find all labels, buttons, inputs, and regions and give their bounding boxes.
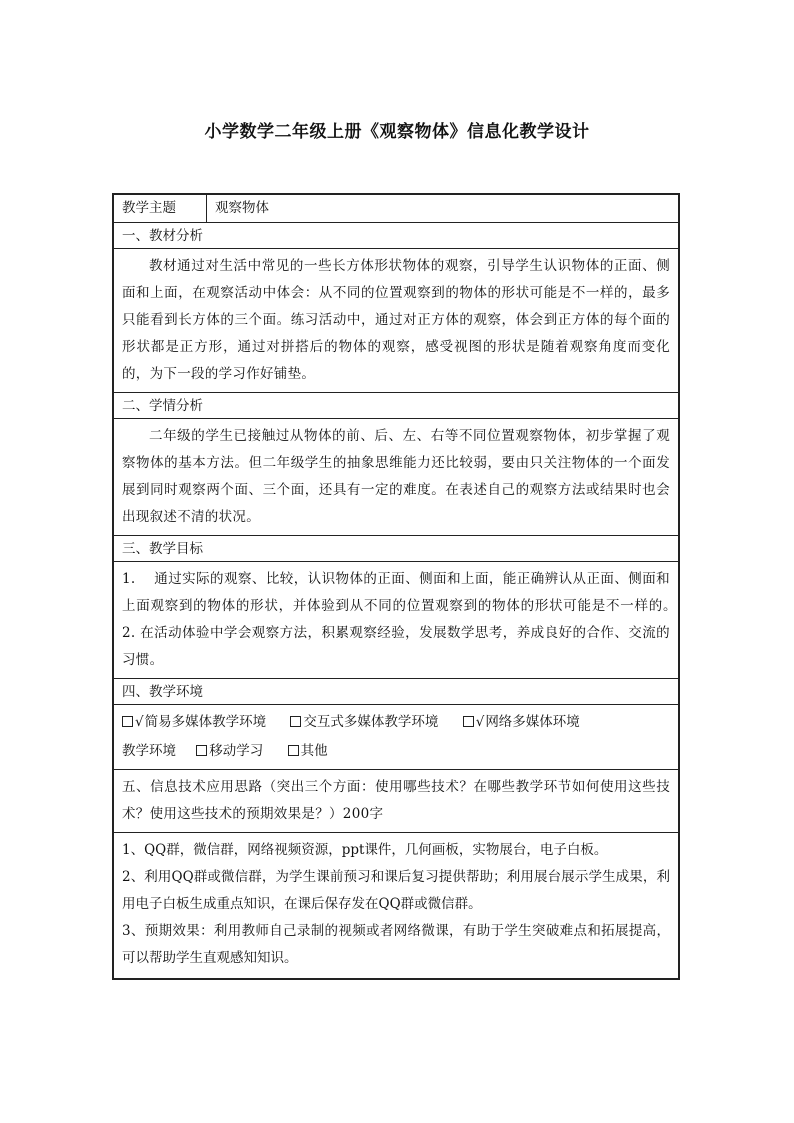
check-mark: √ <box>135 714 144 730</box>
checkbox-icon[interactable] <box>122 716 133 727</box>
tech-line: 1、QQ群，微信群，网络视频资源，ppt课件，几何画板，实物展台，电子白板。 <box>122 842 608 858</box>
env-option-label: 移动学习 <box>209 743 264 759</box>
student-analysis-text: 二年级的学生已接触过从物体的前、后、左、右等不同位置观察物体，初步掌握了观察物体的基本方法。但二年级学生的抽象思维能力还比较弱，要由只关注物体的一个面发展到同时观察两个面、三个面，还具有一定的难度。在表述自己的观察方法或结果时也会出现叙述不清的状况。 <box>114 419 678 536</box>
teaching-environment-options <box>114 705 678 770</box>
material-analysis-text: 教材通过对生活中常见的一些长方体形状物体的观察，引导学生认识物体的正面、侧面和上面，在观察活动中体会：从不同的位置观察到的物体的形状可能是不一样的，最多只能看到长方体的三个面。练习活动中，通过对正方体的观察，体会到正方体的每个面的形状都是正方形，通过对拼搭后的物体的观察，感受视图的形状是随着观察角度而变化的，为下一段的学习作好铺垫。 <box>114 249 678 393</box>
student-analysis-heading: 二、学情分析 <box>114 393 678 419</box>
teaching-goals-text: 1. 通过实际的观察、比较，认识物体的正面、侧面和上面，能正确辨认从正面、侧面和上面观察到的物体的形状，并体验到从不同的位置观察到的物体的形状可能是不一样的。 2. 在活动体验中学会观察方法，积累观察经验，发展数学思考，养成良好的合作、交流的习惯。 <box>114 562 678 679</box>
env-option-label: 网络多媒体环境 <box>485 714 580 730</box>
lesson-plan-table <box>112 193 684 980</box>
env-option[interactable] <box>290 714 438 730</box>
document-title: 小学数学二年级上册《观察物体》信息化教学设计 <box>204 122 590 142</box>
teaching-environment-heading: 四、教学环境 <box>114 679 678 705</box>
checkbox-icon[interactable] <box>288 745 299 756</box>
check-mark: √ <box>475 714 485 730</box>
tech-line: 3、预期效果：利用教师自己录制的视频或者网络微课，有助于学生突破难点和拓展提高，可以帮助学生直观感知知识。 <box>122 923 670 966</box>
env-option-label: 简易多媒体教学环境 <box>144 714 267 730</box>
env-option-label: 其他 <box>300 743 328 759</box>
topic-row <box>114 195 678 223</box>
topic-value: 观察物体 <box>215 200 269 216</box>
env-option[interactable] <box>122 714 266 730</box>
checkbox-icon[interactable] <box>463 716 474 727</box>
checkbox-icon[interactable] <box>196 745 207 756</box>
tech-application-content <box>114 833 678 978</box>
tech-line: 2、利用QQ群或微信群，为学生课前预习和课后复习提供帮助；利用展台展示学生成果，利用电子白板生成重点知识，在课后保存发在QQ群或微信群。 <box>122 869 670 912</box>
checkbox-icon[interactable] <box>290 716 301 727</box>
env-option[interactable] <box>463 714 580 730</box>
topic-label: 教学主题 <box>114 195 207 222</box>
tech-application-heading: 五、信息技术应用思路（突出三个方面：使用哪些技术？在哪些教学环节如何使用这些技术？使用这些技术的预期效果是？）200字 <box>114 770 678 833</box>
env-option-label: 教学环境 <box>122 743 176 759</box>
env-option[interactable] <box>288 743 328 759</box>
material-analysis-heading: 一、教材分析 <box>114 223 678 249</box>
env-option-label: 交互式多媒体教学环境 <box>303 714 439 730</box>
teaching-goals-heading: 三、教学目标 <box>114 536 678 562</box>
env-option[interactable] <box>196 743 263 759</box>
